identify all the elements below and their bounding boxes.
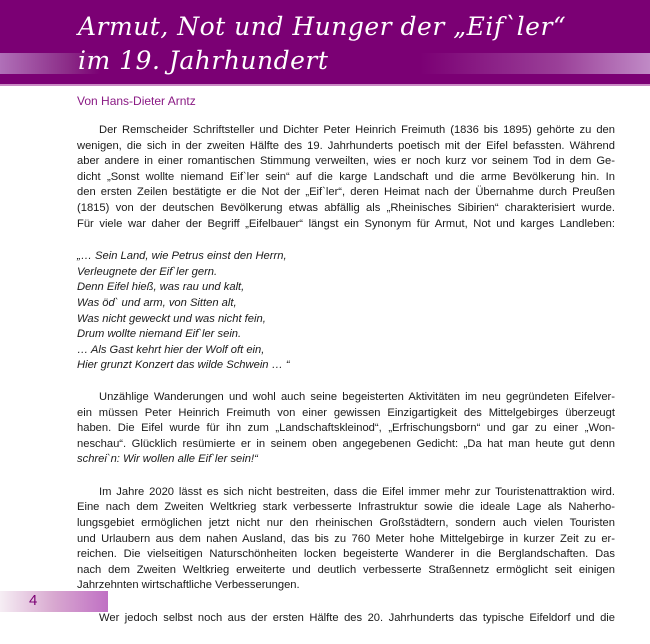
text-line: Eine nach dem Zweiten Weltkrieg stark verbesserte Infrastruktur sowie die ideale Lage als Naherho- bbox=[77, 501, 615, 514]
text-line: neschau“. Glücklich resümierte er in seinem oben angegebenen Gedicht: „Da hat man heute gut denn bbox=[77, 437, 615, 450]
text-line: schrei`n: Wir wollen alle Eif`ler sein!“ bbox=[77, 453, 258, 466]
poem-line: … Als Gast kehrt hier der Wolf oft ein, bbox=[77, 343, 265, 356]
poem-line: Denn Eifel hieß, was rau und kalt, bbox=[77, 281, 245, 294]
article-body bbox=[77, 123, 615, 644]
poem-line: Was nicht geweckt und was nicht fein, bbox=[77, 312, 266, 325]
footer-bar bbox=[0, 591, 108, 612]
text-line: ein müssen Peter Heinrich Freimuth von einer gewissen Einzigartigkeit des Mittelgebirges überzeugt bbox=[77, 406, 615, 419]
poem-quote bbox=[77, 249, 615, 374]
article-title-line2: im 19. Jahrhundert bbox=[78, 46, 329, 75]
text-line: Der Remscheider Schriftsteller und Dichter Peter Heinrich Freimuth (1836 bis 1895) gehörte zu den bbox=[99, 124, 615, 136]
text-line: lungsgebiet ermöglichen jetzt nicht nur den rheinischen Großstädtern, sondern auch vielen Touristen bbox=[77, 517, 615, 530]
article-title-line1: Armut, Not und Hunger der „Eif`ler“ bbox=[78, 12, 567, 41]
text-line: aber andere in einer romantischen Stimmung verweilten, wies er noch kurz vor seinem Tod in dem Ge- bbox=[77, 155, 615, 168]
poem-line: Was öd` und arm, von Sitten alt, bbox=[77, 296, 237, 309]
text-line: wenigen, die sich in der zweiten Hälfte des 19. Jahrhunderts poetisch mit der Eifel befassten. Während bbox=[77, 139, 615, 152]
text-line: haben. Die Eifel wurde für ihn zum „Landschaftskleinod“, „Erfrischungsborn“ und gar zu einer „Won- bbox=[77, 422, 615, 435]
text-line: reichen. Die vielseitigen Naturschönheiten locken begeisterte Wanderer in die Berglandschaften. Das bbox=[77, 548, 615, 561]
author-byline: Von Hans-Dieter Arntz bbox=[77, 94, 196, 108]
text-line: Im Jahre 2020 lässt es sich nicht bestreiten, dass die Eifel immer mehr zur Touristenattraktion wird. bbox=[99, 485, 615, 498]
poem-line: Hier grunzt Konzert das wilde Schwein … “ bbox=[77, 359, 290, 372]
text-line: (1815) von der deutschen Bevölkerung etwas abfällig als „Rheinisches Sibirien“ charakterisiert wurde. bbox=[77, 201, 615, 214]
text-line: den ersten Zeilen bestätigte er die Not der „Eif`ler“, deren Heimat nach der Übernahme durch Preußen bbox=[77, 186, 615, 199]
poem-line: Drum wollte niemand Eif`ler sein. bbox=[77, 328, 242, 341]
poem-line: „… Sein Land, wie Petrus einst den Herrn, bbox=[77, 250, 287, 263]
text-line: nach dem Zweiten Weltkrieg erweiterte und deutlich verbesserte Straßennetz ermöglicht seit einigen bbox=[77, 563, 615, 576]
text-line: und Urlaubern aus dem nahen Ausland, das bis zu 760 Meter hohe Mittelgebirge in kurzer Zeit zu er- bbox=[77, 532, 615, 545]
text-line: Unzählige Wanderungen und wohl auch seine begeisterten Aktivitäten im neu gegründeten Eifelver- bbox=[99, 390, 615, 403]
text-line: Jahrzehnten wirtschaftliche Verbesserungen. bbox=[77, 579, 300, 592]
text-line: dicht „Sonst wollte niemand Eif`ler sein“ auf die karge Landschaft und die arme Bevölkerung hin. In bbox=[77, 170, 615, 183]
paragraph bbox=[77, 390, 615, 468]
text-line: Wer jedoch selbst noch aus der ersten Hälfte des 20. Jahrhunderts das typische Eifeldorf und die bbox=[99, 612, 615, 625]
paragraph bbox=[77, 123, 615, 232]
poem-line: Verleugnete der Eif`ler gern. bbox=[77, 265, 218, 278]
page-number: 4 bbox=[29, 592, 38, 609]
header-stripe-right bbox=[420, 53, 650, 74]
header-banner bbox=[0, 0, 650, 86]
paragraph bbox=[77, 485, 615, 594]
text-line: Für viele war daher der Begriff „Eifelbauer“ längst ein Synonym für Armut, Not und karges Landleben: bbox=[77, 217, 615, 230]
